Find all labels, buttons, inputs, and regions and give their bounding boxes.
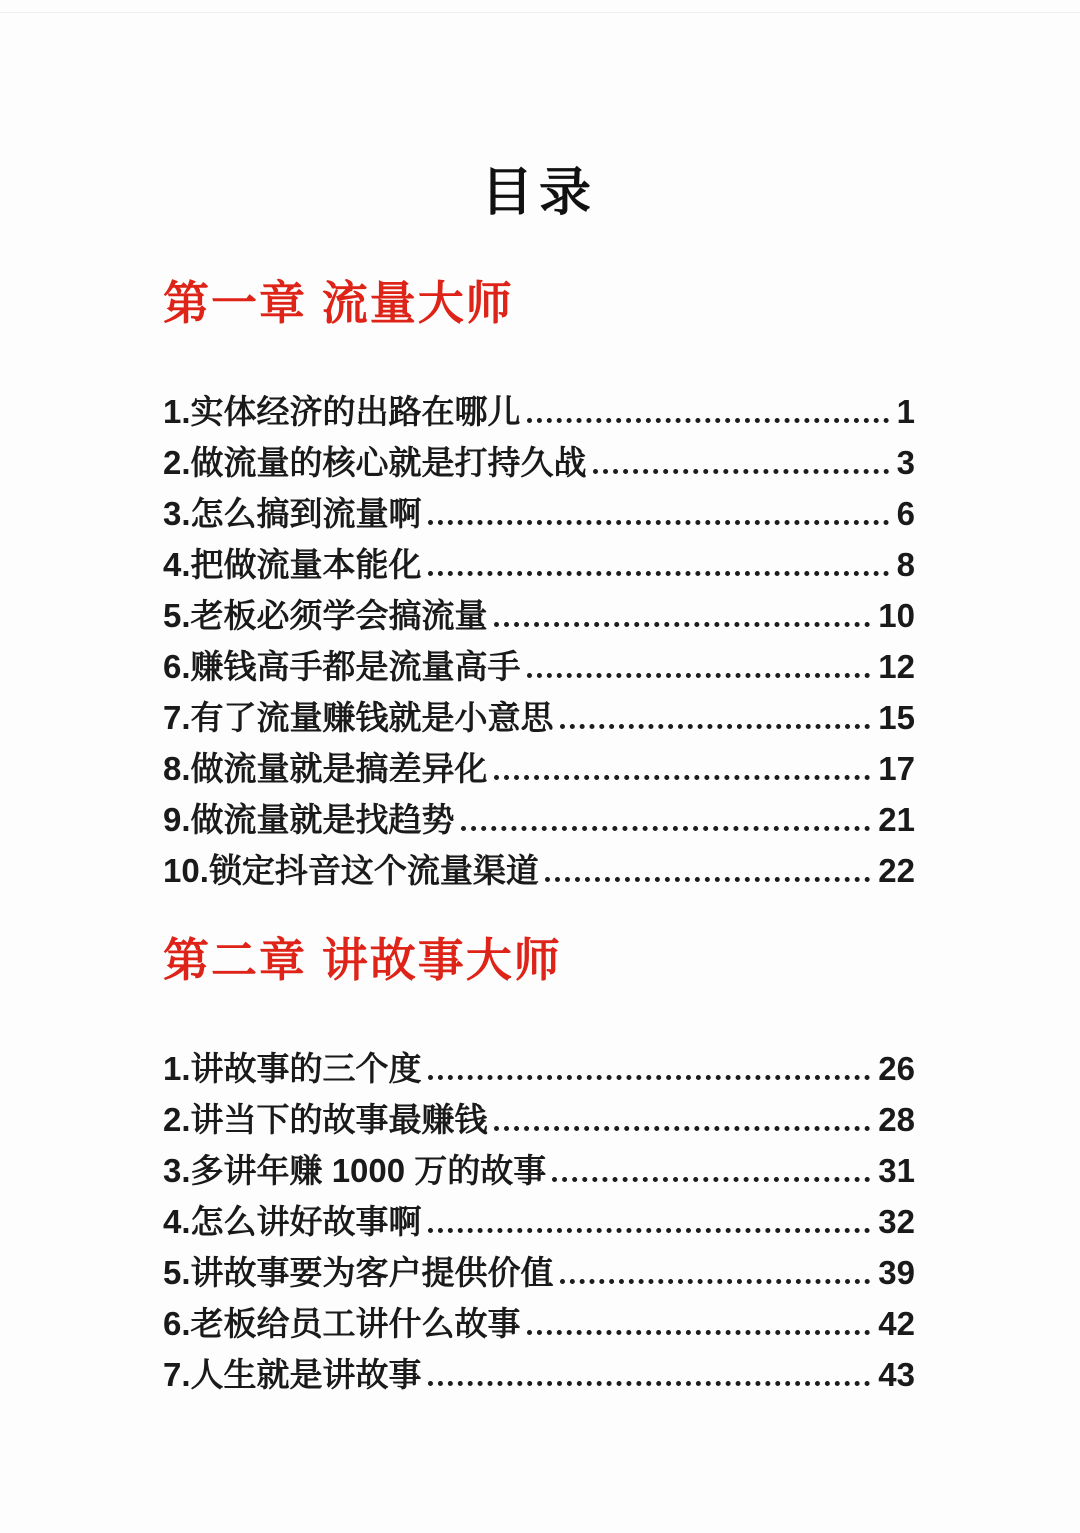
toc-entry-label: 5.讲故事要为客户提供价值 — [163, 1253, 554, 1291]
toc-entry-page-number: 6 — [896, 494, 915, 532]
dot-leader-icon — [552, 1177, 870, 1182]
dot-leader-icon — [428, 1228, 871, 1233]
chapter-entries — [163, 380, 915, 890]
dot-leader-icon — [428, 571, 889, 576]
scan-artifact-line — [0, 12, 1080, 13]
chapter-heading: 第一章 流量大师 — [163, 277, 514, 329]
page-title: 目录 — [480, 164, 597, 222]
toc-entry-label: 8.做流量就是搞差异化 — [163, 749, 488, 787]
toc-entry — [163, 380, 915, 431]
toc-entry-label: 6.赚钱高手都是流量高手 — [163, 647, 521, 685]
toc-entry — [163, 686, 915, 737]
dot-leader-icon — [461, 826, 871, 831]
toc-entry-page-number: 31 — [878, 1151, 915, 1189]
chapter-section — [163, 934, 915, 1394]
dot-leader-icon — [545, 877, 870, 882]
toc-entry-label: 6.老板给员工讲什么故事 — [163, 1304, 521, 1342]
toc-entry-label: 2.讲当下的故事最赚钱 — [163, 1100, 488, 1138]
toc-entry-page-number: 28 — [878, 1100, 915, 1138]
dot-leader-icon — [560, 724, 871, 729]
dot-leader-icon — [428, 1381, 871, 1386]
toc-entry-page-number: 22 — [878, 851, 915, 889]
toc-entry-page-number: 39 — [878, 1253, 915, 1291]
toc-entry-label: 4.怎么讲好故事啊 — [163, 1202, 422, 1240]
toc-entry-page-number: 42 — [878, 1304, 915, 1342]
dot-leader-icon — [527, 673, 871, 678]
toc-entry-label: 5.老板必须学会搞流量 — [163, 596, 488, 634]
toc-entry-label: 3.怎么搞到流量啊 — [163, 494, 422, 532]
toc-entry — [163, 584, 915, 635]
toc-entry-label: 10.锁定抖音这个流量渠道 — [163, 851, 539, 889]
toc-entry — [163, 1241, 915, 1292]
dot-leader-icon — [560, 1279, 871, 1284]
dot-leader-icon — [494, 1126, 871, 1131]
toc-entry — [163, 1037, 915, 1088]
toc-entry — [163, 1139, 915, 1190]
dot-leader-icon — [527, 418, 889, 423]
toc-entry — [163, 533, 915, 584]
toc-entry-label: 3.多讲年赚 1000 万的故事 — [163, 1151, 547, 1189]
toc-entry — [163, 839, 915, 890]
dot-leader-icon — [428, 1075, 871, 1080]
toc-entry — [163, 1190, 915, 1241]
toc-entry-label: 7.有了流量赚钱就是小意思 — [163, 698, 554, 736]
toc-entry-page-number: 12 — [878, 647, 915, 685]
toc-entry — [163, 1343, 915, 1394]
toc-entry-page-number: 3 — [896, 443, 915, 481]
toc-entry-page-number: 43 — [878, 1355, 915, 1393]
toc-entry-page-number: 15 — [878, 698, 915, 736]
dot-leader-icon — [494, 622, 871, 627]
toc-entry-label: 4.把做流量本能化 — [163, 545, 422, 583]
toc-entry — [163, 1088, 915, 1139]
toc-entry-page-number: 10 — [878, 596, 915, 634]
toc-entry-label: 9.做流量就是找趋势 — [163, 800, 455, 838]
toc-entry — [163, 635, 915, 686]
toc-entry-page-number: 8 — [896, 545, 915, 583]
dot-leader-icon — [494, 775, 871, 780]
toc-entry-label: 1.讲故事的三个度 — [163, 1049, 422, 1087]
toc-entry-page-number: 26 — [878, 1049, 915, 1087]
toc-entry-label: 2.做流量的核心就是打持久战 — [163, 443, 587, 481]
toc-entry — [163, 737, 915, 788]
dot-leader-icon — [428, 520, 889, 525]
toc-entry-page-number: 21 — [878, 800, 915, 838]
toc-entry-page-number: 1 — [896, 392, 915, 430]
toc-entry-label: 1.实体经济的出路在哪儿 — [163, 392, 521, 430]
chapter-heading: 第二章 讲故事大师 — [163, 933, 562, 986]
toc-entry — [163, 431, 915, 482]
toc-entry — [163, 482, 915, 533]
chapter-section — [163, 277, 915, 890]
toc-entry-page-number: 32 — [878, 1202, 915, 1240]
toc-entry — [163, 1292, 915, 1343]
dot-leader-icon — [593, 469, 889, 474]
toc-entry-page-number: 17 — [878, 749, 915, 787]
chapter-entries — [163, 1037, 915, 1394]
chapters-container — [163, 277, 915, 1394]
toc-entry-label: 7.人生就是讲故事 — [163, 1355, 422, 1393]
toc-entry — [163, 788, 915, 839]
dot-leader-icon — [527, 1330, 871, 1335]
